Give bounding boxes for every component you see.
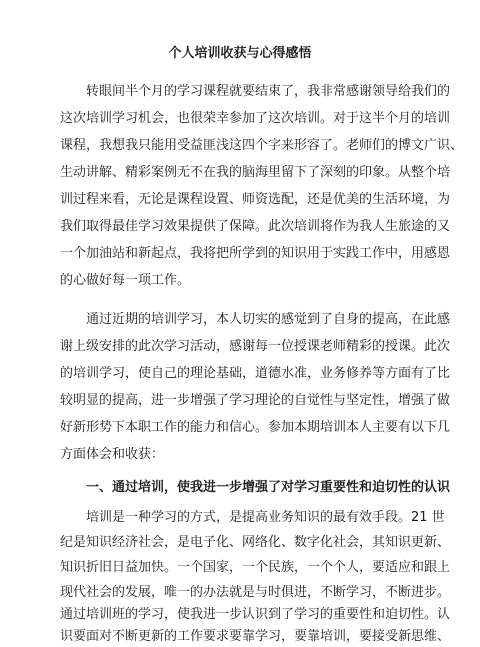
paragraph-line: 通过培训班的学习，使我进一步认识到了学习的重要性和迫切性。认 <box>60 607 451 622</box>
paragraph-line: 我们取得最佳学习效果提供了保障。此次培训将作为我人生旅途的又 <box>60 219 451 234</box>
paragraph-line: 转眼间半个月的学习课程就要结束了，我非常感谢领导给我们的 <box>86 84 451 99</box>
paragraph-line: 纪是知识经济社会，是电子化、网络化、数字化社会，其知识更新、 <box>60 535 451 550</box>
paragraph-line: 一个加油站和新起点，我将把所学到的知识用于实践工作中，用感恩 <box>60 246 451 261</box>
paragraph-line: 知识折旧日益加快。一个国家，一个民族，一个个人，要适应和跟上 <box>60 560 451 575</box>
section-heading: 一、通过培训，使我进一步增强了对学习重要性和迫切性的认识 <box>86 480 451 495</box>
paragraph-line: 训过程来看，无论是课程设置、师资选配，还是优美的生活环境，为 <box>60 192 451 207</box>
paragraph-line: 现代社会的发展，唯一的办法就是与时俱进，不断学习，不断进步。 <box>60 585 451 600</box>
paragraph-line: 培训是一种学习的方式，是提高业务知识的最有效手段。21 世 <box>86 510 445 525</box>
paragraph-line: 课程，我想我只能用受益匪浅这四个字来形容了。老师们的博文广识、 <box>60 138 464 153</box>
paragraph-line: 谢上级安排的此次学习活动，感谢每一位授课老师精彩的授课。此次 <box>60 339 451 354</box>
paragraph-line: 的心做好每一项工作。 <box>60 273 191 288</box>
paragraph-line: 好新形势下本职工作的能力和信心。参加本期培训本人主要有以下几 <box>60 420 451 435</box>
paragraph-line: 这次培训学习机会，也很荣幸参加了这次培训。对于这半个月的培训 <box>60 111 451 126</box>
paragraph-line: 方面体会和收获： <box>60 447 165 462</box>
document-title: 个人培训收获与心得感悟 <box>168 46 312 61</box>
paragraph-line: 的培训学习，使自己的理论基础，道德水准，业务修养等方面有了比 <box>60 366 451 381</box>
paragraph-line: 通过近期的培训学习，本人切实的感觉到了自身的提高，在此感 <box>86 312 451 327</box>
paragraph-line: 生动讲解、精彩案例无不在我的脑海里留下了深刻的印象。从整个培 <box>60 165 451 180</box>
paragraph-line: 识要面对不断更新的工作要求要靠学习，要靠培训，要接受新思维、 <box>60 629 451 644</box>
paragraph-line: 较明显的提高，进一步增强了学习理论的自觉性与坚定性，增强了做 <box>60 393 451 408</box>
